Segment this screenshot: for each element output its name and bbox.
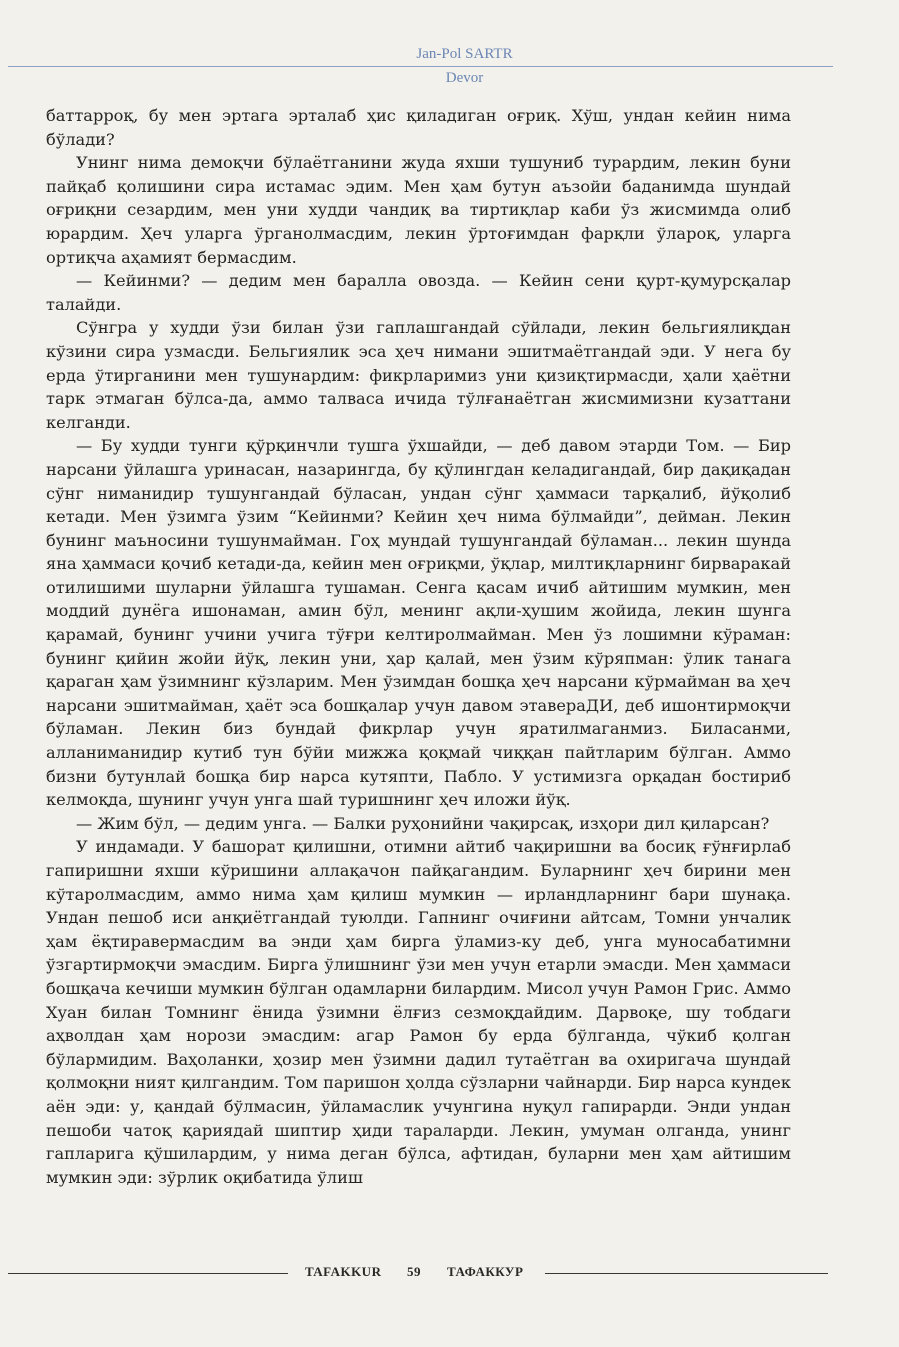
running-header [0,44,899,88]
page-number: 59 [407,1264,421,1279]
running-footer [0,1263,899,1283]
paragraph: баттарроқ, бу мен эртага эрталаб ҳис қиладиган оғриқ. Хўш, ундан кейин нима бўлади? [46,106,791,149]
paragraph: У индамади. У башорат қилишни, отимни айтиб чақиришни ва босиқ ғўнғирлаб гапиришни яхши кўришини аллақачон пайқагандим. Буларнинг ҳеч бирини мен кўтаролмасдим, аммо нима ҳам қилиш мумкин — ирландларнинг бари шунақа. Ундан пешоб иси анқиётгандай туюлди. Гапнинг очиғини айтсам, Томни унчалик ҳам ёқтиравермасдим ва энди ҳам бирга ўламиз-ку деб, унга муносабатимни ўзгартирмоқчи эмасдим. Бирга ўлишнинг ўзи мен учун етарли эмасди. Мен ҳаммаси бошқача кечиши мумкин бўлган одамларни билардим. Мисол учун Рамон Грис. Аммо Хуан билан Томнинг ёнида ўзимни ёлғиз сезмоқдайдим. Дарвоқе, шу тобдаги аҳволдан ҳам норози эмасдим: агар Рамон бу ерда бўлганда, чўкиб қолган бўлармидим. Ваҳоланки, ҳозир мен ўзимни дадил тутаётган ва охиригача шундай қолмоқни ният қилгандим. Том паришон ҳолда сўзларни чайнарди. Бир нарса кундек аён эди: у, қандай бўлмасин, ўйламаслик учунгина нуқул гапирарди. Энди ундан пешоби чатоқ қариядай шиптир ҳиди тараларди. Лекин, умуман олганда, унинг гапларига қўшилардим, у нима деган бўлса, афтидан, буларни мен ҳам айтишим мумкин эди: зўрлик оқибатида ўлиш [46,837,791,1187]
footer-journal-latin: TAFAKKUR [305,1264,382,1279]
paragraph: — Кейинми? — дедим мен баралла овозда. — Кейин сени қурт-қумурсқалар талайди. [46,271,791,314]
header-rule [8,66,833,67]
header-title: Devor [445,70,484,86]
footer-rule-left [8,1273,288,1274]
article-body [46,104,791,1189]
paragraph: Унинг нима демоқчи бўлаётганини жуда яхши тушуниб турардим, лекин буни пайқаб қолишини сира истамас эдим. Мен ҳам бутун аъзойи баданимда шундай оғриқни сезардим, мен уни худди чандиқ ва тиртиқлар каби ўз жисмимда олиб юрардим. Ҳеч уларга ўрганолмасдим, лекин ўртоғимдан фарқли ўлароқ, уларга ортиқча аҳамият бермасдим. [46,153,791,267]
paragraph: — Жим бўл, — дедим унга. — Балки руҳонийни чақирсақ, изҳори дил қиларсан? [76,813,770,833]
footer-rule-right [545,1273,828,1274]
header-author: Jan-Pol SARTR [416,46,513,62]
paragraph: — Бу худди тунги қўрқинчли тушга ўхшайди, — деб давом этарди Том. — Бир нарсани ўйлашга уринасан, назарингда, бу қўлингдан келадигандай, бир дақиқадан сўнг ниманидир тушунгандай бўласан, ундан сўнг ҳаммаси тарқалиб, йўқолиб кетади. Мен ўзимга ўзим “Кейинми? Кейин ҳеч нима бўлмайди”, дейман. Лекин бунинг маъносини тушунмайман. Гоҳ мундай тушунгандай бўламан... лекин шунда яна ҳаммаси қочиб кетади-да, кейин мен оғриқми, ўқлар, милтиқларнинг бирваракай отилишими шуларни ўйлашга тушаман. Сенга қасам ичиб айтишим мумкин, мен моддий дунёга ишонаман, амин бўл, менинг ақли-ҳушим жойида, лекин шунга қарамай, бунинг учини учига тўғри келтиролмайман. Мен ўз лошимни кўраман: бунинг қийин жойи йўқ, лекин уни, ҳар қалай, мен ўзим кўряпман: ўлик танага қараган ҳам ўзимнинг кўзларим. Мен ўзимдан бошқа ҳеч нарсани кўрмайман ва ҳеч нарсани эшитмайман, ҳаёт эса бошқалар учун давом этавераДИ, деб ишонтирмоқчи бўламан. Лекин биз бундай фикрлар учун яратилмаганмиз. Биласанми, алланиманидир кутиб тун бўйи мижжа қоқмай чиққан пайтларим бўлган. Аммо бизни бутунлай бошқа бир нарса кутяпти, Пабло. У устимизга орқадан бостириб келмоқда, шунинг учун унга шай туришнинг ҳеч иложи йўқ. [46,436,791,810]
footer-journal-cyrillic: ТАФАККУР [447,1264,524,1279]
paragraph: Сўнгра у худди ўзи билан ўзи гаплашгандай сўйлади, лекин бельгиялиқдан кўзини сира узмасди. Бельгиялик эса ҳеч нимани эшитмаётгандай эди. У нега бу ерда ўтирганини мен тушунардим: фикрларимиз уни қизиқтирмасди, ҳали ҳаётни тарк этмаган бўлса-да, аммо талваса ичида тўлғанаётган жисмимизни кузаттани келганди. [46,318,791,432]
